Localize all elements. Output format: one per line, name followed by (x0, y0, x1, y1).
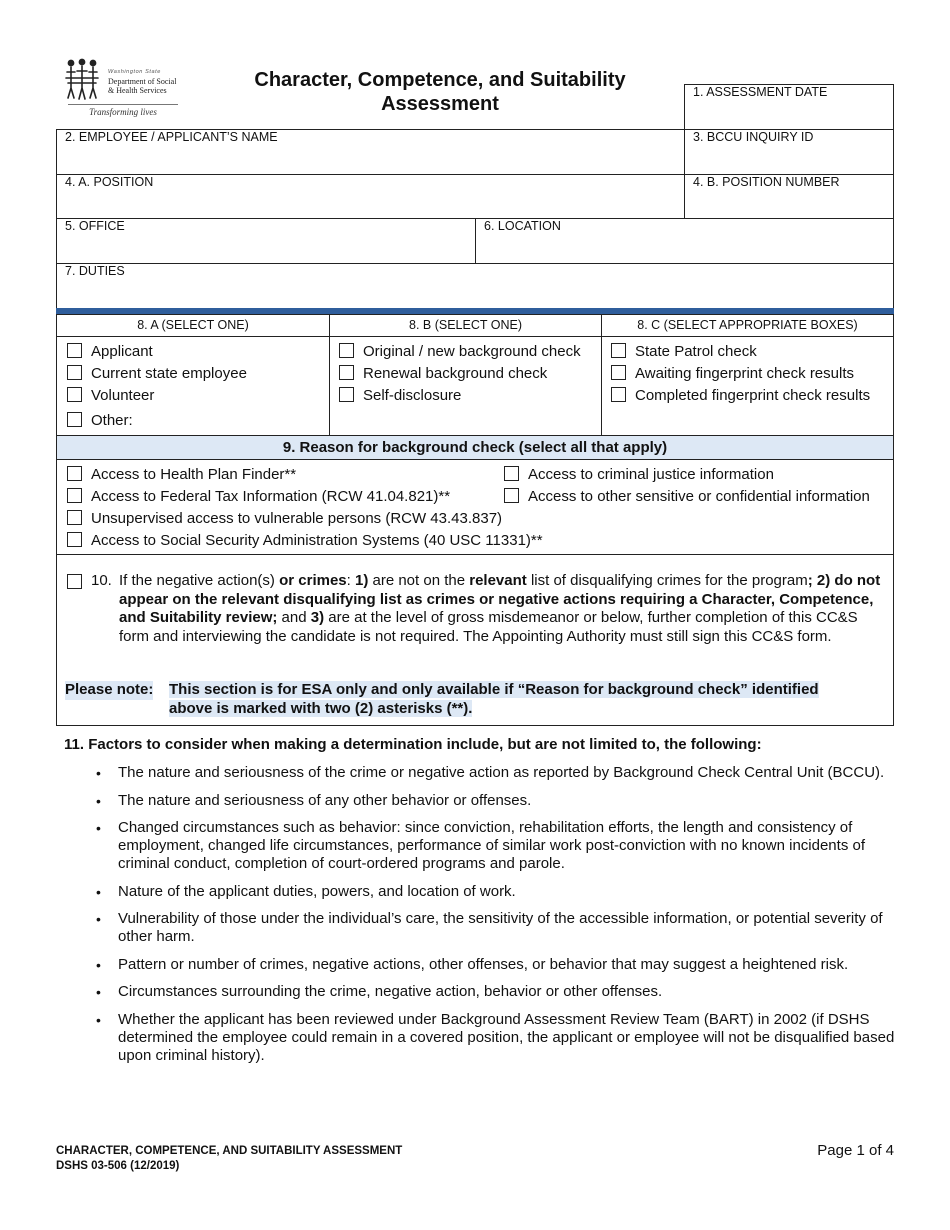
option-applicant[interactable] (67, 343, 153, 361)
form-title-line2: Assessment (381, 93, 499, 115)
checkbox[interactable] (67, 466, 82, 481)
reason-health-plan-finder[interactable] (67, 466, 296, 484)
s10-text-part: and (277, 609, 311, 626)
logo-divider (68, 104, 178, 105)
s10-text-part: If the negative action(s) (119, 572, 280, 589)
please-note-text (169, 681, 849, 718)
checkbox[interactable] (504, 488, 519, 503)
s10-text-part: or crimes (279, 572, 347, 589)
option-label: Renewal background check (363, 365, 548, 382)
footer-form-info (56, 1144, 402, 1174)
office-field[interactable] (56, 218, 476, 264)
option-awaiting-fingerprint[interactable] (611, 365, 854, 383)
list-item: • Circumstances surrounding the crime, negative action, behavior or other offenses. (96, 983, 896, 1001)
footer-form-title: CHARACTER, COMPETENCE, AND SUITABILITY ASSESSMENT (56, 1145, 403, 1157)
option-label: State Patrol check (635, 343, 757, 360)
logo-department-text (108, 77, 176, 95)
logo-dept-line2: & Health Services (108, 86, 167, 95)
section-10-checkbox[interactable] (67, 574, 82, 589)
list-item: • Whether the applicant has been reviewed under Background Assessment Review Team (BART) in 2002 (if DSHS determined the employee could remain in a covered position, the applicant or employee will not be disqualified based upon criminal history). (96, 1011, 896, 1065)
s10-text-part: are at the level of gross misdemeanor or below, further completion of this CC&S form and interviewing the candidate is not required. The Appointing Authority must still sign this CC&S form. (119, 609, 858, 645)
form-title-line1: Character, Competence, and Suitability (254, 69, 626, 91)
option-label: Access to Social Security Administration Systems (40 USC 11331)** (91, 532, 543, 549)
section-8b-options (329, 336, 602, 436)
option-volunteer[interactable] (67, 387, 154, 405)
option-label: Access to other sensitive or confidential information (528, 488, 870, 505)
s10-text-part: : (346, 572, 355, 589)
option-label: Awaiting fingerprint check results (635, 365, 854, 382)
position-field[interactable] (56, 174, 685, 219)
location-label: 6. LOCATION (484, 219, 561, 233)
option-label: Unsupervised access to vulnerable persons (RCW 43.43.837) (91, 510, 503, 527)
reason-federal-tax-info[interactable] (67, 488, 450, 506)
list-item: • Changed circumstances such as behavior: since conviction, rehabilitation efforts, the length and consistency of employment, changed life circumstances, performance of similar work post-conviction with no known incidents of criminal conduct, completion of court-ordered programs and parole. (96, 819, 896, 873)
s10-text-part: relevant (469, 572, 527, 589)
checkbox[interactable] (611, 387, 626, 402)
please-note-text-content: This section is for ESA only and only available if “Reason for background check” identified above is marked with two (2) asterisks (**). (169, 681, 819, 717)
dshs-logo (64, 58, 180, 120)
bccu-inquiry-id-field[interactable] (684, 129, 894, 175)
checkbox[interactable] (339, 387, 354, 402)
logo-state-text: Washington State (108, 69, 161, 75)
option-label: Applicant (91, 343, 153, 360)
section-10-text (119, 572, 887, 646)
list-item: • Nature of the applicant duties, powers, and location of work. (96, 883, 896, 901)
section-8c-header: 8. C (SELECT APPROPRIATE BOXES) (601, 314, 894, 337)
reason-vulnerable-persons[interactable] (67, 510, 502, 528)
checkbox[interactable] (67, 532, 82, 547)
option-label: Self-disclosure (363, 387, 462, 404)
assessment-date-field[interactable] (684, 84, 894, 130)
list-item: • The nature and seriousness of any other behavior or offenses. (96, 792, 896, 810)
bccu-inquiry-id-label: 3. BCCU INQUIRY ID (693, 130, 814, 144)
office-label: 5. OFFICE (65, 219, 125, 233)
section-8c-options (601, 336, 894, 436)
footer-form-number: DSHS 03-506 (12/2019) (56, 1160, 180, 1172)
location-field[interactable] (475, 218, 894, 264)
duties-field[interactable] (56, 263, 894, 309)
option-renewal-background-check[interactable] (339, 365, 547, 383)
option-label: Access to Federal Tax Information (RCW 41.04.821)** (91, 488, 451, 505)
list-item: • Vulnerability of those under the individual’s care, the sensitivity of the accessible information, or potential severity of other harm. (96, 910, 896, 946)
s10-text-part: ; 2) do not appear on the relevant disqualifying list as crimes or negative actions requiring a Character, Competence, and Suitability review; (119, 572, 881, 626)
form-title (215, 68, 665, 116)
option-label: Access to criminal justice information (528, 466, 774, 483)
logo-tagline: Transforming lives (89, 107, 157, 117)
s10-text-part: are not on the (368, 572, 470, 589)
checkbox[interactable] (67, 387, 82, 402)
option-label: Original / new background check (363, 343, 581, 360)
checkbox[interactable] (67, 343, 82, 358)
duties-label: 7. DUTIES (65, 264, 125, 278)
option-label: Other: (91, 412, 133, 429)
option-label: Current state employee (91, 365, 247, 382)
option-label: Access to Health Plan Finder** (91, 466, 297, 483)
option-completed-fingerprint[interactable] (611, 387, 870, 405)
checkbox[interactable] (611, 365, 626, 380)
list-item: • The nature and seriousness of the crime or negative action as reported by Background Check Central Unit (BCCU). (96, 764, 896, 782)
checkbox[interactable] (504, 466, 519, 481)
option-current-state-employee[interactable] (67, 365, 247, 383)
section-8a-header: 8. A (SELECT ONE) (56, 314, 330, 337)
checkbox[interactable] (67, 412, 82, 427)
option-state-patrol-check[interactable] (611, 343, 757, 361)
please-note-label: Please note: (65, 681, 154, 698)
option-label: Completed fingerprint check results (635, 387, 871, 404)
option-label: Volunteer (91, 387, 155, 404)
checkbox[interactable] (67, 510, 82, 525)
dshs-figures-icon (64, 58, 100, 102)
position-number-label: 4. B. POSITION NUMBER (693, 175, 840, 189)
option-other[interactable] (67, 412, 133, 430)
checkbox[interactable] (67, 488, 82, 503)
assessment-date-label: 1. ASSESSMENT DATE (693, 85, 828, 99)
section-8a-options (56, 336, 330, 436)
logo-dept-line1: Department of Social (108, 77, 177, 86)
checkbox[interactable] (339, 343, 354, 358)
factors-list (96, 764, 896, 1074)
section-8b-header: 8. B (SELECT ONE) (329, 314, 602, 337)
list-item: • Pattern or number of crimes, negative actions, other offenses, or behavior that may suggest a heightened risk. (96, 956, 896, 974)
checkbox[interactable] (611, 343, 626, 358)
section-9-options (56, 459, 894, 555)
section-10 (56, 554, 894, 726)
employee-name-field[interactable] (56, 129, 685, 175)
checkbox[interactable] (339, 365, 354, 380)
s10-text-part: list of disqualifying crimes for the program (526, 572, 808, 589)
section-9-header: 9. Reason for background check (select all that apply) (56, 435, 894, 460)
s10-text-part: 3) (310, 609, 325, 626)
page-number: Page 1 of 4 (817, 1142, 894, 1159)
section-10-number: 10. (91, 572, 112, 589)
section-11-heading: 11. Factors to consider when making a determination include, but are not limited to, the following: (64, 736, 762, 753)
position-label: 4. A. POSITION (65, 175, 154, 189)
option-original-background-check[interactable] (339, 343, 581, 361)
checkbox[interactable] (67, 365, 82, 380)
option-self-disclosure[interactable] (339, 387, 461, 405)
reason-sensitive-confidential-info[interactable] (504, 488, 870, 506)
s10-text-part: 1) (354, 572, 369, 589)
employee-name-label: 2. EMPLOYEE / APPLICANT’S NAME (65, 130, 278, 144)
reason-criminal-justice-info[interactable] (504, 466, 774, 484)
reason-ssa-systems[interactable] (67, 532, 543, 550)
position-number-field[interactable] (684, 174, 894, 219)
